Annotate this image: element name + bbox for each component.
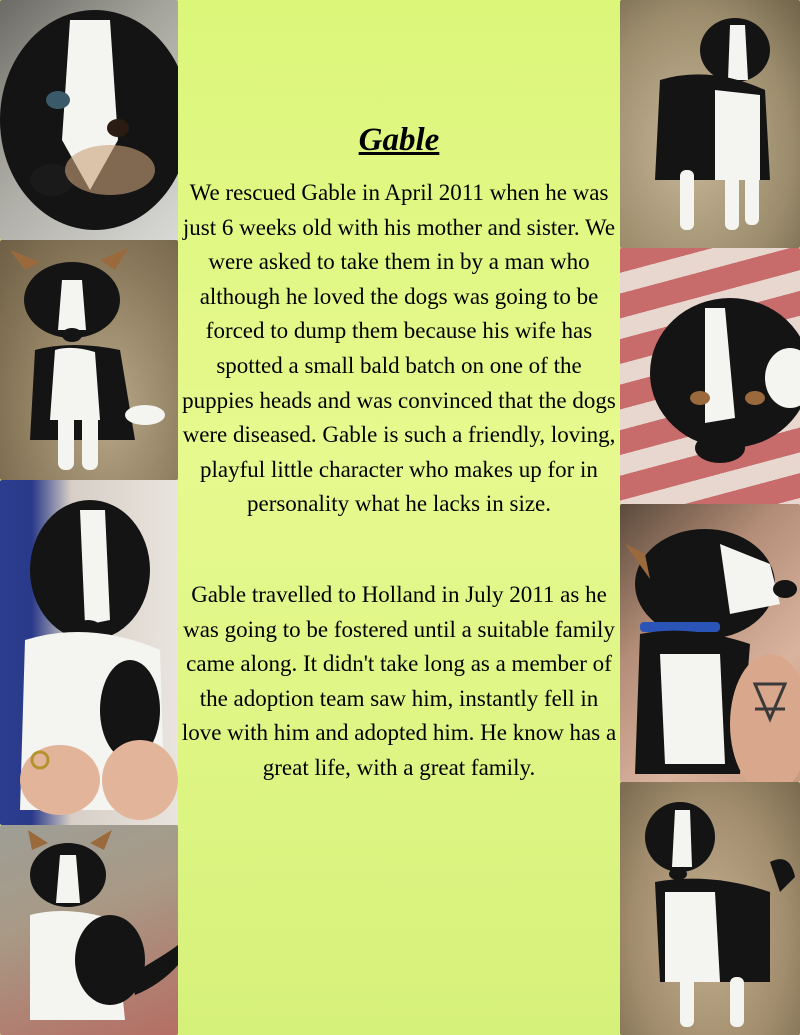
- puppy-with-owner-photo: [620, 504, 800, 782]
- puppy-standing-photo: [620, 0, 800, 248]
- puppy-closeup-photo: [0, 0, 178, 240]
- puppy-lying-on-blanket-photo: [620, 248, 800, 504]
- story-paragraph-adoption: Gable travelled to Holland in July 2011 as he was going to be fostered until a suitable family came along. It didn't take long as a member of the adoption team saw him, instantly fell in love with him and adopted him. He know has a great life, with a great family.: [181, 582, 617, 780]
- puppy-held-photo: [0, 480, 178, 825]
- puppy-standing-dirt-photo: [620, 782, 800, 1035]
- story-paragraph-rescue: We rescued Gable in April 2011 when he was just 6 weeks old with his mother and sister. We were asked to take them in by a man who although he loved the dogs was going to be forced to dump them because his wife has spotted a small bald batch on one of the puppies heads and was convinced that the dogs were diseased. Gable is such a friendly, loving, playful little character who makes up for in personality what he lacks in size.: [182, 180, 616, 517]
- puppy-sitting-photo: [0, 240, 178, 480]
- puppy-on-bricks-photo: [0, 825, 178, 1035]
- page-title: Gable: [358, 122, 440, 158]
